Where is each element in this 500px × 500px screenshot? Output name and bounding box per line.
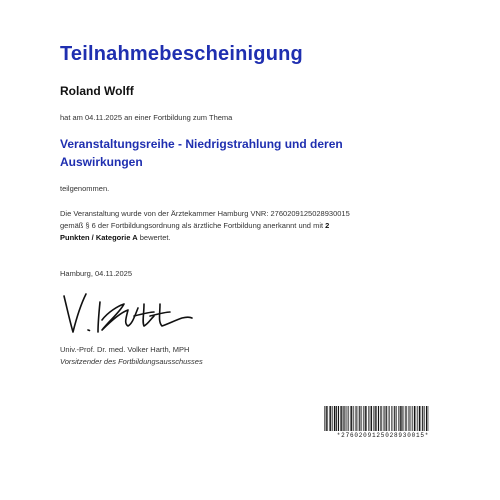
barcode-bar xyxy=(340,406,341,431)
barcode-bar xyxy=(355,406,356,431)
barcode-number: *2760209125028930015* xyxy=(336,432,430,439)
barcode-bar xyxy=(343,406,344,431)
barcode-bar xyxy=(351,406,352,431)
barcode-bar xyxy=(411,406,412,431)
signer-role: Vorsitzender des Fortbildungsausschusses xyxy=(60,357,203,366)
barcode-bar xyxy=(398,406,399,431)
barcode-bar xyxy=(404,406,405,431)
barcode-bar xyxy=(350,406,351,431)
intro-text: hat am 04.11.2025 an einer Fortbildung zum Thema xyxy=(60,113,233,122)
barcode-bar xyxy=(347,406,348,431)
barcode-bar xyxy=(348,406,349,431)
barcode-bar xyxy=(356,406,357,431)
barcode-bar xyxy=(400,406,401,431)
statement-line-1: Die Veranstaltung wurde von der Ärztekammer Hamburg VNR: 2760209125028930015 xyxy=(60,209,350,218)
barcode-bar xyxy=(332,406,333,431)
barcode-bar xyxy=(358,406,359,431)
credit-points: 2 xyxy=(325,221,330,230)
place-date: Hamburg, 04.11.2025 xyxy=(60,269,132,278)
barcode-bar xyxy=(366,406,367,431)
barcode-bar xyxy=(406,406,407,431)
barcode-bar xyxy=(405,406,406,431)
statement-line-2: gemäß § 6 der Fortbildungsordnung als ärztliche Fortbildung anerkannt und mit xyxy=(60,221,326,230)
event-title: Veranstaltungsreihe - Niedrigstrahlung und deren Auswirkungen xyxy=(60,137,343,169)
barcode-bar xyxy=(396,406,397,431)
barcode-bar xyxy=(330,406,331,431)
barcode-bar xyxy=(371,406,372,431)
barcode-bar xyxy=(336,406,337,431)
barcode-bar xyxy=(324,406,325,431)
barcode-bar xyxy=(426,406,427,431)
barcode-bar xyxy=(376,406,377,431)
barcode-bar xyxy=(375,406,376,431)
barcode-bar xyxy=(428,406,429,431)
barcode-bar xyxy=(380,406,381,431)
participated-text: teilgenommen. xyxy=(60,184,110,193)
barcode-bar xyxy=(381,406,382,431)
barcode-bar xyxy=(383,406,384,431)
barcode-bar xyxy=(341,406,342,431)
barcode-bar xyxy=(422,406,423,431)
barcode-bar xyxy=(384,406,385,431)
barcode-bar xyxy=(416,406,417,431)
barcode-bar xyxy=(394,406,395,431)
barcode-bar xyxy=(353,406,354,431)
barcode-bar xyxy=(363,406,364,431)
barcode-bar xyxy=(329,406,330,431)
barcode-bar xyxy=(378,406,379,431)
barcode-bar xyxy=(419,406,420,431)
barcode-bar xyxy=(359,406,360,431)
barcode-bar xyxy=(370,406,371,431)
barcode-bar xyxy=(346,406,347,431)
barcode-bar xyxy=(389,406,390,431)
barcode-bar xyxy=(365,406,366,431)
barcode-bar xyxy=(368,406,369,431)
barcode-bar xyxy=(361,406,362,431)
barcode-bar xyxy=(410,406,411,431)
barcode-bar xyxy=(386,406,387,431)
barcode-bar xyxy=(393,406,394,431)
participant-name: Roland Wolff xyxy=(60,84,134,98)
barcode-bar xyxy=(412,406,413,431)
barcode-bar xyxy=(388,406,389,431)
barcode-bar xyxy=(421,406,422,431)
barcode-bar xyxy=(373,406,374,431)
barcode-bar xyxy=(338,406,339,431)
barcode-bar xyxy=(424,406,425,431)
barcode-bar xyxy=(326,406,327,431)
barcode-bar xyxy=(414,406,415,431)
barcode-bar xyxy=(408,406,409,431)
barcode-bar xyxy=(334,406,335,431)
page-title: Teilnahmebescheinigung xyxy=(60,43,303,65)
barcode-bar xyxy=(391,406,392,431)
accreditation-statement xyxy=(60,208,435,244)
barcode-bar xyxy=(401,406,402,431)
credit-category: Punkten / Kategorie A xyxy=(60,233,138,242)
statement-line-3-suffix: bewertet. xyxy=(137,233,171,242)
signature-image xyxy=(58,290,198,338)
barcode-bar xyxy=(417,406,418,431)
barcode-bar xyxy=(327,406,328,431)
signer-name: Univ.-Prof. Dr. med. Volker Harth, MPH xyxy=(60,345,190,354)
